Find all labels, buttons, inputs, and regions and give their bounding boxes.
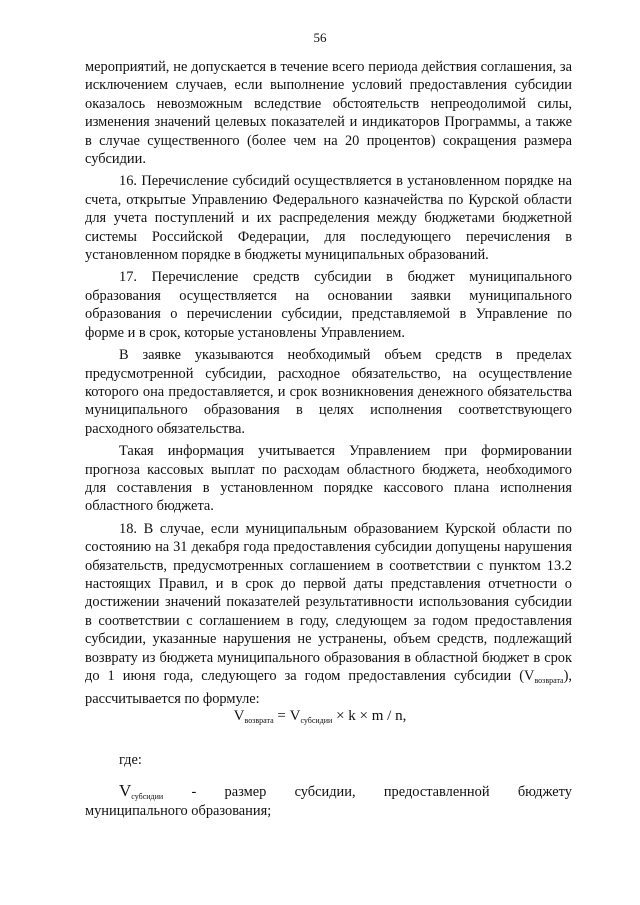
definition-subscript: субсидии <box>131 792 164 801</box>
page-number: 56 <box>313 30 327 45</box>
paragraph-18 <box>85 520 572 709</box>
formula-rest: × k × m / n, <box>332 708 407 724</box>
definition-v: V <box>119 781 132 800</box>
definition-word-1: размер <box>224 784 267 800</box>
paragraph-continuation: мероприятий, не допускается в течение всего периода действия соглашения, за исключением случаев, если выполнение условий предоставления субсидии оказалось невозможным вследствие обстоятельств непреодолимой силы, изменения значений целевых показателей и индикаторов Программы, а также в случае существенного (более чем на 20 процентов) сокращения размера субсидии. <box>85 59 572 168</box>
paren-open: ( <box>519 668 525 684</box>
formula-rhs-subscript: субсидии <box>300 716 333 725</box>
formula-rhs-v: V <box>289 708 301 724</box>
formula-lhs-subscript: возврата <box>244 716 274 725</box>
definition-dash: - <box>191 784 197 800</box>
paren-close: ), <box>563 668 572 684</box>
paragraph-17: 17. Перечисление средств субсидии в бюджет муниципального образования осуществляется на основании заявки муниципального образования о перечислении субсидии, представляемой в Управление по форме и в срок, которые установлены Управлением. <box>85 269 572 341</box>
definition-word-3: предоставленной <box>383 784 490 800</box>
formula-lhs-v: V <box>233 708 245 724</box>
paragraph-18-text: 18. В случае, если муниципальным образованием Курской области по состоянию на 31 декабря года предоставления субсидии допущены нарушения обязательств, предусмотренных соглашением в соответствии с пунктом 13.2 настоящих Правил, и в срок до первой даты представления отчетности о достижении значений показателей результативности использования субсидии в соответствии с соглашением в году, следующем за годом предоставления субсидии, указанные нарушения не устранены, объем средств, подлежащий возврату из бюджета муниципального образования в областной бюджет в срок до 1 июня года, следующего за годом предоставления субсидии <box>85 520 572 684</box>
definition-word-4: бюджету <box>517 784 572 800</box>
paragraph-16: 16. Перечисление субсидий осуществляется в установленном порядке на счета, открытые Управлению Федерального казначейства по Курской области для учета поступлений и их распределения между бюджетами бюджетной системы Российской Федерации, для последующего перечисления в установленном порядке в бюджеты муниципальных образований. <box>85 173 572 264</box>
definition-continuation: муниципального образования; <box>85 803 272 819</box>
v-return-inline <box>519 668 572 684</box>
v-return-subscript: возврата <box>534 676 564 685</box>
v-return-letter: V <box>524 668 535 684</box>
where-label: где: <box>119 752 142 768</box>
paragraph-information: Такая информация учитывается Управлением при формировании прогноза кассовых выплат по расходам областного бюджета, необходимого для составления в установленном порядке кассового плана исполнения областного бюджета. <box>85 443 572 515</box>
paragraph-18-tail: рассчитывается по формуле: <box>85 691 260 708</box>
return-formula <box>0 708 640 725</box>
formula-equals: = <box>273 708 290 724</box>
document-body <box>85 58 572 713</box>
paragraph-request: В заявке указываются необходимый объем средств в пределах предусмотренной субсидии, расходное обязательство, на осуществление которого она предоставляется, и срок возникновения денежного обязательства муниципального образования в целях исполнения соответствующего расходного обязательства. <box>85 347 572 437</box>
definition-word-2: субсидии, <box>294 784 356 800</box>
